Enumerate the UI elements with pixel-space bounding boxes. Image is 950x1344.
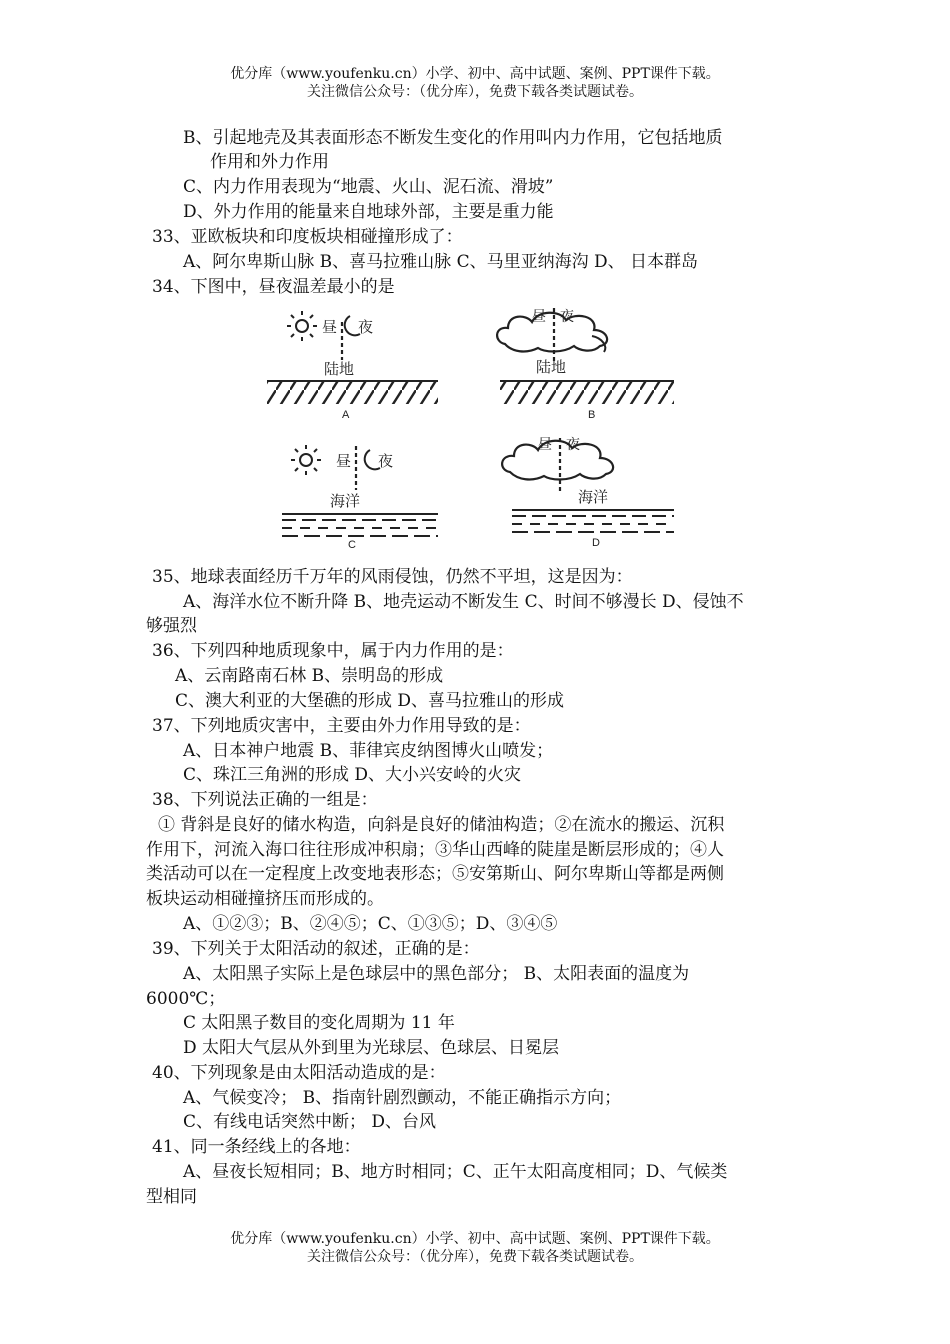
q36-options-ab: A、云南路南石林 B、崇明岛的形成 — [175, 666, 444, 686]
ocean-waves — [282, 514, 438, 536]
day-label: 昼 — [532, 308, 546, 324]
q36-options-cd: C、澳大利亚的大堡礁的形成 D、喜马拉雅山的形成 — [175, 691, 565, 711]
day-label: 昼 — [538, 436, 552, 452]
header-line-2: 关注微信公众号：（优分库），免费下载各类试题试卷。 — [307, 84, 643, 100]
q33-stem: 33、亚欧板块和印度板块相碰撞形成了： — [152, 227, 463, 247]
q39-option-d: D 太阳大气层从外到里为光球层、色球层、日冕层 — [183, 1038, 560, 1058]
q38-options: A、①②③；B、②④⑤；C、①③⑤；D、③④⑤ — [183, 914, 558, 934]
night-label: 夜 — [358, 319, 374, 336]
panel-label: C — [348, 539, 356, 551]
footer-line-1: 优分库（www.youfenku.cn）小学、初中、高中试题、案例、PPT课件下载。 — [230, 1231, 720, 1247]
panel-c — [282, 445, 438, 551]
sun-icon — [291, 445, 321, 475]
panel-d — [502, 436, 674, 549]
q34-stem: 34、下图中，昼夜温差最小的是 — [152, 277, 395, 297]
day-night-figure — [262, 302, 682, 552]
q40-stem: 40、下列现象是由太阳活动造成的是： — [152, 1063, 446, 1083]
q41-stem: 41、同一条经线上的各地： — [152, 1137, 361, 1157]
q32-option-b-line1: B、引起地壳及其表面形态不断发生变化的作用叫内力作用，它包括地质 — [183, 128, 723, 148]
q39-options-ab-line2: 6000℃； — [146, 989, 226, 1009]
cloud-icon — [502, 441, 613, 480]
q32-option-b-line2: 作用和外力作用 — [210, 152, 329, 172]
land-label: 陆地 — [536, 359, 567, 376]
q40-options-cd: C、有线电话突然中断； D、台风 — [183, 1112, 437, 1132]
land-label: 陆地 — [324, 361, 355, 378]
q37-options-ab: A、日本神户地震 B、菲律宾皮纳图博火山喷发； — [183, 741, 554, 761]
ocean-waves — [512, 510, 674, 532]
q32-option-d: D、外力作用的能量来自地球外部，主要是重力能 — [183, 202, 554, 222]
ocean-label: 海洋 — [330, 493, 361, 510]
q35-options-line1: A、海洋水位不断升降 B、地壳运动不断发生 C、时间不够漫长 D、侵蚀不 — [183, 592, 744, 612]
q38-body-line3: 类活动可以在一定程度上改变地表形态；⑤安第斯山、阿尔卑斯山等都是两侧 — [146, 864, 724, 884]
ocean-label: 海洋 — [578, 489, 609, 506]
land-hatch — [267, 382, 438, 404]
q38-body-line2: 作用下，河流入海口往往形成冲积扇；③华山西峰的陡崖是断层形成的；④人 — [146, 840, 724, 860]
q35-options-line2: 够强烈 — [146, 616, 197, 636]
night-label: 夜 — [378, 453, 394, 470]
q39-stem: 39、下列关于太阳活动的叙述，正确的是： — [152, 939, 480, 959]
cloud-icon — [497, 313, 607, 352]
q41-options-line2: 型相同 — [146, 1187, 197, 1207]
day-label: 昼 — [336, 453, 352, 470]
q38-body-line4: 板块运动相碰撞挤压而形成的。 — [146, 889, 384, 909]
q33-options: A、阿尔卑斯山脉 B、喜马拉雅山脉 C、马里亚纳海沟 D、 日本群岛 — [183, 252, 699, 272]
q37-options-cd: C、珠江三角洲的形成 D、大小兴安岭的火灾 — [183, 765, 522, 785]
sun-icon — [287, 311, 317, 341]
land-hatch — [500, 382, 674, 404]
panel-a — [267, 311, 438, 421]
q38-stem: 38、下列说法正确的一组是： — [152, 790, 378, 810]
q40-options-ab: A、气候变冷； B、指南针剧烈颤动，不能正确指示方向； — [183, 1088, 622, 1108]
panel-label: D — [592, 537, 600, 549]
q39-option-c: C 太阳黑子数目的变化周期为 11 年 — [183, 1013, 455, 1033]
panel-b — [497, 308, 674, 421]
q38-body-line1: ① 背斜是良好的储水构造，向斜是良好的储油构造；②在流水的搬运、沉积 — [158, 815, 725, 835]
footer-line-2: 关注微信公众号：（优分库），免费下载各类试题试卷。 — [307, 1249, 643, 1265]
day-label: 昼 — [322, 319, 338, 336]
q36-stem: 36、下列四种地质现象中，属于内力作用的是： — [152, 641, 514, 661]
q35-stem: 35、地球表面经历千万年的风雨侵蚀，仍然不平坦，这是因为： — [152, 567, 633, 587]
header-line-1: 优分库（www.youfenku.cn）小学、初中、高中试题、案例、PPT课件下载。 — [230, 66, 720, 82]
q41-options-line1: A、昼夜长短相同；B、地方时相同；C、正午太阳高度相同；D、气候类 — [183, 1162, 728, 1182]
q32-option-c: C、内力作用表现为“地震、火山、泥石流、滑坡” — [183, 177, 554, 197]
night-label: 夜 — [566, 436, 580, 452]
panel-label: A — [342, 409, 350, 421]
panel-label: B — [588, 409, 596, 421]
night-label: 夜 — [560, 308, 574, 324]
q37-stem: 37、下列地质灾害中，主要由外力作用导致的是： — [152, 716, 531, 736]
q39-options-ab-line1: A、太阳黑子实际上是色球层中的黑色部分； B、太阳表面的温度为 — [183, 964, 690, 984]
